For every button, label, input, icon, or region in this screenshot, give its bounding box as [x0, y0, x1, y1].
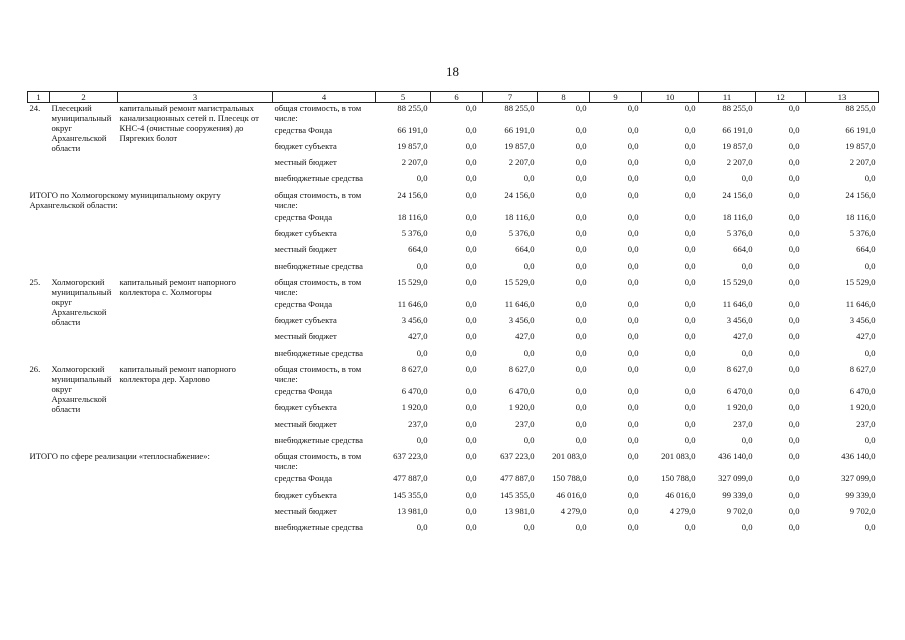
value-cell: 18 116,0 — [504, 211, 535, 222]
value-cell: 0,0 — [627, 124, 639, 135]
value-cell: 99 339,0 — [845, 489, 876, 500]
funding-source-label: бюджет субъекта — [274, 140, 337, 151]
value-cell: 3 456,0 — [726, 315, 753, 326]
table-row — [28, 364, 879, 386]
value-cell: 145 355,0 — [393, 489, 428, 500]
value-cell: 664,0 — [856, 244, 876, 255]
column-header: 4 — [273, 92, 376, 103]
value-cell: 0,0 — [684, 173, 696, 184]
funding-source-label: бюджет субъекта — [274, 315, 337, 326]
financing-table — [27, 91, 879, 538]
value-cell: 0,0 — [627, 189, 639, 200]
value-cell: 8 627,0 — [508, 364, 535, 375]
value-cell: 0,0 — [465, 451, 477, 462]
value-cell: 0,0 — [788, 451, 800, 462]
object-name: капитальный ремонт напорного коллектора дер. Харлово — [119, 364, 236, 385]
value-cell: 2 207,0 — [401, 157, 428, 168]
value-cell: 0,0 — [627, 489, 639, 500]
value-cell: 0,0 — [627, 418, 639, 429]
value-cell: 0,0 — [627, 434, 639, 445]
funding-source-label: средства Фонда — [274, 124, 333, 135]
total-title: ИТОГО по Холмогорскому муниципальному округу Архангельской области: — [29, 189, 221, 210]
value-cell: 0,0 — [788, 418, 800, 429]
column-header: 13 — [806, 92, 879, 103]
value-cell: 0,0 — [465, 244, 477, 255]
value-cell: 3 456,0 — [401, 315, 428, 326]
value-cell: 11 646,0 — [504, 298, 535, 309]
value-cell: 0,0 — [788, 244, 800, 255]
value-cell: 88 255,0 — [722, 103, 753, 113]
value-cell: 0,0 — [741, 522, 753, 533]
funding-source-label: местный бюджет — [274, 244, 337, 255]
value-cell: 0,0 — [465, 402, 477, 413]
value-cell: 0,0 — [684, 276, 696, 287]
value-cell: 145 355,0 — [500, 489, 535, 500]
value-cell: 24 156,0 — [845, 189, 876, 200]
value-cell: 0,0 — [627, 157, 639, 168]
value-cell: 18 116,0 — [722, 211, 753, 222]
value-cell: 477 887,0 — [500, 473, 535, 484]
value-cell: 0,0 — [465, 331, 477, 342]
value-cell: 0,0 — [684, 157, 696, 168]
object-name: капитальный ремонт магистральных канализационных сетей п. Плесецк от КНС-4 (очистные сооружения) до Пяргеких болот — [119, 103, 259, 143]
funding-source-label: общая стоимость, в том числе: — [274, 451, 362, 472]
value-cell: 0,0 — [741, 173, 753, 184]
value-cell: 13 981,0 — [504, 505, 535, 516]
value-cell: 0,0 — [575, 402, 587, 413]
value-cell: 0,0 — [465, 157, 477, 168]
value-cell: 0,0 — [575, 434, 587, 445]
value-cell: 5 376,0 — [508, 227, 535, 238]
value-cell: 237,0 — [856, 418, 876, 429]
value-cell: 0,0 — [864, 347, 876, 358]
value-cell: 11 646,0 — [397, 298, 428, 309]
value-cell: 0,0 — [465, 140, 477, 151]
value-cell: 150 788,0 — [552, 473, 587, 484]
table-body — [28, 103, 879, 539]
value-cell: 0,0 — [416, 347, 428, 358]
column-header: 8 — [538, 92, 590, 103]
value-cell: 477 887,0 — [393, 473, 428, 484]
municipality-name: Холмогорский муниципальный округ Архангельской области — [51, 364, 112, 415]
value-cell: 0,0 — [465, 103, 477, 113]
value-cell: 0,0 — [788, 103, 800, 113]
value-cell: 0,0 — [465, 434, 477, 445]
value-cell: 2 207,0 — [849, 157, 876, 168]
value-cell: 637 223,0 — [393, 451, 428, 462]
value-cell: 19 857,0 — [397, 140, 428, 151]
value-cell: 0,0 — [627, 505, 639, 516]
value-cell: 0,0 — [684, 364, 696, 375]
value-cell: 0,0 — [864, 173, 876, 184]
value-cell: 0,0 — [788, 473, 800, 484]
value-cell: 18 116,0 — [397, 211, 428, 222]
value-cell: 0,0 — [788, 364, 800, 375]
value-cell: 0,0 — [416, 260, 428, 271]
value-cell: 0,0 — [627, 386, 639, 397]
value-cell: 0,0 — [627, 211, 639, 222]
funding-source-label: местный бюджет — [274, 505, 337, 516]
value-cell: 19 857,0 — [504, 140, 535, 151]
object-name: капитальный ремонт напорного коллектора с. Холмогоры — [119, 276, 236, 297]
value-cell: 66 191,0 — [845, 124, 876, 135]
value-cell: 0,0 — [575, 260, 587, 271]
value-cell: 24 156,0 — [397, 189, 428, 200]
value-cell: 0,0 — [575, 298, 587, 309]
value-cell: 0,0 — [684, 418, 696, 429]
value-cell: 0,0 — [627, 347, 639, 358]
value-cell: 0,0 — [575, 418, 587, 429]
value-cell: 201 083,0 — [552, 451, 587, 462]
value-cell: 0,0 — [684, 227, 696, 238]
column-header: 2 — [50, 92, 118, 103]
value-cell: 0,0 — [465, 505, 477, 516]
value-cell: 0,0 — [575, 189, 587, 200]
municipality-name: Плесецкий муниципальный округ Архангельской области — [51, 103, 112, 153]
page-number: 18 — [446, 64, 459, 79]
value-cell: 24 156,0 — [504, 189, 535, 200]
value-cell: 427,0 — [408, 331, 428, 342]
value-cell: 0,0 — [684, 260, 696, 271]
value-cell: 0,0 — [465, 227, 477, 238]
value-cell: 9 702,0 — [726, 505, 753, 516]
value-cell: 0,0 — [465, 489, 477, 500]
value-cell: 0,0 — [788, 157, 800, 168]
value-cell: 0,0 — [627, 173, 639, 184]
value-cell: 15 529,0 — [722, 276, 753, 287]
value-cell: 0,0 — [684, 402, 696, 413]
value-cell: 3 456,0 — [849, 315, 876, 326]
value-cell: 0,0 — [627, 260, 639, 271]
funding-source-label: местный бюджет — [274, 418, 337, 429]
funding-source-label: средства Фонда — [274, 298, 333, 309]
value-cell: 0,0 — [523, 347, 535, 358]
funding-source-label: внебюджетные средства — [274, 434, 363, 445]
value-cell: 0,0 — [684, 103, 696, 113]
value-cell: 0,0 — [684, 386, 696, 397]
value-cell: 5 376,0 — [849, 227, 876, 238]
value-cell: 11 646,0 — [722, 298, 753, 309]
column-header: 7 — [483, 92, 538, 103]
value-cell: 0,0 — [788, 522, 800, 533]
funding-source-label: средства Фонда — [274, 386, 333, 397]
value-cell: 18 116,0 — [845, 211, 876, 222]
value-cell: 0,0 — [465, 298, 477, 309]
value-cell: 6 470,0 — [726, 386, 753, 397]
value-cell: 0,0 — [575, 364, 587, 375]
column-header: 6 — [431, 92, 483, 103]
value-cell: 0,0 — [627, 315, 639, 326]
value-cell: 0,0 — [627, 298, 639, 309]
value-cell: 237,0 — [408, 418, 428, 429]
table-row — [28, 451, 879, 473]
value-cell: 0,0 — [788, 347, 800, 358]
value-cell: 0,0 — [575, 140, 587, 151]
value-cell: 427,0 — [515, 331, 535, 342]
value-cell: 0,0 — [627, 140, 639, 151]
value-cell: 0,0 — [627, 364, 639, 375]
value-cell: 8 627,0 — [726, 364, 753, 375]
funding-source-label: средства Фонда — [274, 473, 333, 484]
value-cell: 46 016,0 — [665, 489, 696, 500]
value-cell: 0,0 — [684, 331, 696, 342]
value-cell: 0,0 — [788, 298, 800, 309]
value-cell: 0,0 — [627, 227, 639, 238]
value-cell: 0,0 — [575, 276, 587, 287]
value-cell: 2 207,0 — [508, 157, 535, 168]
value-cell: 436 140,0 — [841, 451, 876, 462]
value-cell: 237,0 — [515, 418, 535, 429]
value-cell: 19 857,0 — [722, 140, 753, 151]
total-title: ИТОГО по сфере реализации «теплоснабжение»: — [29, 451, 210, 462]
funding-source-label: местный бюджет — [274, 157, 337, 168]
value-cell: 1 920,0 — [401, 402, 428, 413]
value-cell: 0,0 — [788, 386, 800, 397]
value-cell: 5 376,0 — [726, 227, 753, 238]
value-cell: 0,0 — [684, 189, 696, 200]
funding-source-label: внебюджетные средства — [274, 260, 363, 271]
value-cell: 0,0 — [788, 276, 800, 287]
value-cell: 0,0 — [465, 173, 477, 184]
funding-source-label: внебюджетные средства — [274, 522, 363, 533]
value-cell: 1 920,0 — [726, 402, 753, 413]
value-cell: 0,0 — [465, 315, 477, 326]
value-cell: 0,0 — [575, 103, 587, 113]
value-cell: 0,0 — [627, 451, 639, 462]
value-cell: 0,0 — [523, 434, 535, 445]
funding-source-label: внебюджетные средства — [274, 347, 363, 358]
value-cell: 0,0 — [684, 522, 696, 533]
value-cell: 664,0 — [408, 244, 428, 255]
value-cell: 0,0 — [523, 173, 535, 184]
value-cell: 0,0 — [788, 505, 800, 516]
value-cell: 0,0 — [575, 331, 587, 342]
column-header: 9 — [590, 92, 642, 103]
value-cell: 0,0 — [575, 227, 587, 238]
value-cell: 0,0 — [788, 489, 800, 500]
value-cell: 8 627,0 — [849, 364, 876, 375]
row-number: 26. — [29, 364, 41, 375]
value-cell: 0,0 — [575, 386, 587, 397]
value-cell: 0,0 — [416, 173, 428, 184]
value-cell: 0,0 — [416, 522, 428, 533]
funding-source-label: общая стоимость, в том числе: — [274, 189, 362, 210]
value-cell: 0,0 — [575, 347, 587, 358]
value-cell: 15 529,0 — [504, 276, 535, 287]
value-cell: 637 223,0 — [500, 451, 535, 462]
value-cell: 0,0 — [741, 347, 753, 358]
value-cell: 0,0 — [684, 244, 696, 255]
value-cell: 0,0 — [627, 331, 639, 342]
value-cell: 19 857,0 — [845, 140, 876, 151]
funding-source-label: общая стоимость, в том числе: — [274, 364, 362, 385]
value-cell: 0,0 — [575, 211, 587, 222]
value-cell: 0,0 — [741, 260, 753, 271]
value-cell: 6 470,0 — [401, 386, 428, 397]
value-cell: 0,0 — [788, 140, 800, 151]
value-cell: 0,0 — [465, 418, 477, 429]
value-cell: 0,0 — [465, 124, 477, 135]
value-cell: 0,0 — [575, 244, 587, 255]
value-cell: 0,0 — [788, 434, 800, 445]
value-cell: 9 702,0 — [849, 505, 876, 516]
value-cell: 46 016,0 — [556, 489, 587, 500]
value-cell: 13 981,0 — [397, 505, 428, 516]
value-cell: 0,0 — [575, 315, 587, 326]
value-cell: 0,0 — [465, 276, 477, 287]
value-cell: 0,0 — [465, 364, 477, 375]
value-cell: 88 255,0 — [397, 103, 428, 113]
value-cell: 0,0 — [627, 473, 639, 484]
value-cell: 99 339,0 — [722, 489, 753, 500]
value-cell: 0,0 — [788, 331, 800, 342]
value-cell: 0,0 — [465, 347, 477, 358]
value-cell: 15 529,0 — [397, 276, 428, 287]
value-cell: 0,0 — [575, 124, 587, 135]
value-cell: 0,0 — [788, 402, 800, 413]
value-cell: 0,0 — [465, 522, 477, 533]
value-cell: 0,0 — [788, 211, 800, 222]
value-cell: 4 279,0 — [560, 505, 587, 516]
value-cell: 1 920,0 — [508, 402, 535, 413]
value-cell: 0,0 — [627, 522, 639, 533]
value-cell: 664,0 — [733, 244, 753, 255]
row-number: 24. — [29, 103, 41, 113]
value-cell: 66 191,0 — [722, 124, 753, 135]
value-cell: 6 470,0 — [849, 386, 876, 397]
row-number: 25. — [29, 276, 41, 287]
value-cell: 66 191,0 — [504, 124, 535, 135]
table-row — [28, 103, 879, 125]
value-cell: 66 191,0 — [397, 124, 428, 135]
value-cell: 0,0 — [864, 260, 876, 271]
value-cell: 0,0 — [684, 347, 696, 358]
value-cell: 0,0 — [788, 260, 800, 271]
value-cell: 664,0 — [515, 244, 535, 255]
value-cell: 0,0 — [627, 244, 639, 255]
value-cell: 0,0 — [523, 522, 535, 533]
value-cell: 0,0 — [627, 103, 639, 113]
value-cell: 237,0 — [733, 418, 753, 429]
value-cell: 0,0 — [788, 124, 800, 135]
value-cell: 0,0 — [684, 434, 696, 445]
value-cell: 427,0 — [856, 331, 876, 342]
funding-source-label: внебюджетные средства — [274, 173, 363, 184]
column-header: 5 — [376, 92, 431, 103]
column-header: 11 — [699, 92, 756, 103]
funding-source-label: бюджет субъекта — [274, 227, 337, 238]
value-cell: 3 456,0 — [508, 315, 535, 326]
value-cell: 0,0 — [465, 473, 477, 484]
value-cell: 15 529,0 — [845, 276, 876, 287]
value-cell: 0,0 — [684, 140, 696, 151]
funding-source-label: общая стоимость, в том числе: — [274, 103, 362, 123]
column-header: 12 — [756, 92, 806, 103]
funding-source-label: местный бюджет — [274, 331, 337, 342]
value-cell: 0,0 — [684, 298, 696, 309]
value-cell: 24 156,0 — [722, 189, 753, 200]
value-cell: 0,0 — [864, 522, 876, 533]
value-cell: 0,0 — [788, 189, 800, 200]
value-cell: 0,0 — [465, 386, 477, 397]
value-cell: 436 140,0 — [718, 451, 753, 462]
value-cell: 327 099,0 — [718, 473, 753, 484]
value-cell: 0,0 — [465, 211, 477, 222]
value-cell: 0,0 — [575, 522, 587, 533]
value-cell: 6 470,0 — [508, 386, 535, 397]
municipality-name: Холмогорский муниципальный округ Архангельской области — [51, 276, 112, 327]
value-cell: 0,0 — [788, 315, 800, 326]
column-header: 1 — [28, 92, 50, 103]
funding-source-label: средства Фонда — [274, 211, 333, 222]
value-cell: 150 788,0 — [661, 473, 696, 484]
value-cell: 0,0 — [684, 211, 696, 222]
value-cell: 0,0 — [465, 260, 477, 271]
value-cell: 1 920,0 — [849, 402, 876, 413]
value-cell: 88 255,0 — [845, 103, 876, 113]
value-cell: 0,0 — [864, 434, 876, 445]
value-cell: 0,0 — [788, 173, 800, 184]
funding-source-label: бюджет субъекта — [274, 489, 337, 500]
value-cell: 327 099,0 — [841, 473, 876, 484]
funding-source-label: бюджет субъекта — [274, 402, 337, 413]
value-cell: 0,0 — [627, 402, 639, 413]
value-cell: 0,0 — [575, 157, 587, 168]
value-cell: 0,0 — [627, 276, 639, 287]
value-cell: 427,0 — [733, 331, 753, 342]
value-cell: 11 646,0 — [845, 298, 876, 309]
value-cell: 0,0 — [741, 434, 753, 445]
column-header: 3 — [118, 92, 273, 103]
value-cell: 0,0 — [684, 315, 696, 326]
value-cell: 4 279,0 — [669, 505, 696, 516]
value-cell: 0,0 — [684, 124, 696, 135]
column-header: 10 — [642, 92, 699, 103]
value-cell: 201 083,0 — [661, 451, 696, 462]
table-row — [28, 190, 879, 212]
value-cell: 0,0 — [575, 173, 587, 184]
value-cell: 0,0 — [523, 260, 535, 271]
value-cell: 0,0 — [788, 227, 800, 238]
funding-source-label: общая стоимость, в том числе: — [274, 276, 362, 297]
value-cell: 0,0 — [416, 434, 428, 445]
value-cell: 8 627,0 — [401, 364, 428, 375]
value-cell: 88 255,0 — [504, 103, 535, 113]
column-number-row — [28, 92, 879, 103]
value-cell: 5 376,0 — [401, 227, 428, 238]
table-row — [28, 277, 879, 299]
value-cell: 0,0 — [465, 189, 477, 200]
value-cell: 2 207,0 — [726, 157, 753, 168]
